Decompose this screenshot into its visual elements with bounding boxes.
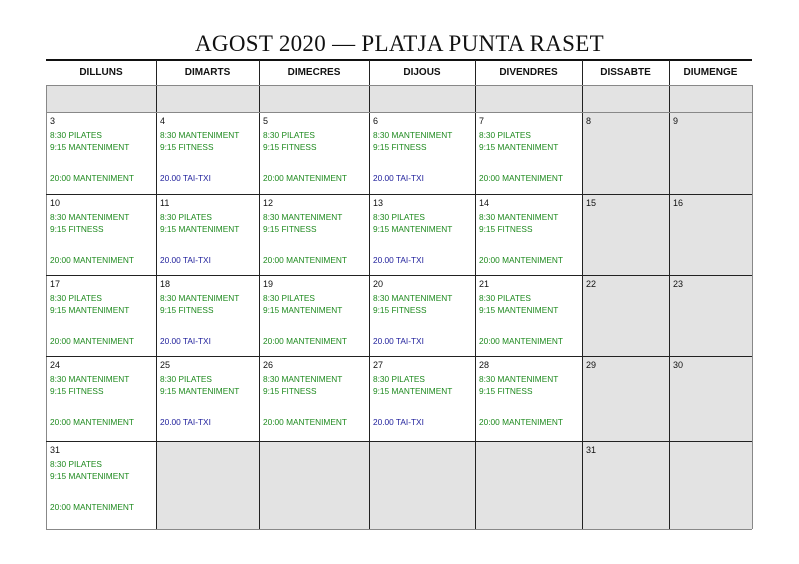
- day-number: 18: [160, 279, 171, 289]
- day-number: 31: [50, 445, 61, 455]
- class-event[interactable]: 9:15 FITNESS: [50, 224, 104, 234]
- day-cell[interactable]: [259, 85, 369, 112]
- class-event[interactable]: 8:30 MANTENIMENT: [50, 212, 130, 222]
- class-event[interactable]: 20:00 MANTENIMENT: [50, 417, 134, 427]
- day-cell[interactable]: [475, 85, 582, 112]
- grid-hline: [46, 529, 752, 530]
- class-event[interactable]: 9:15 MANTENIMENT: [50, 305, 130, 315]
- weekday-header-dimecres: DIMECRES: [287, 67, 341, 78]
- class-event[interactable]: 8:30 PILATES: [373, 212, 425, 222]
- class-event[interactable]: 9:15 MANTENIMENT: [263, 305, 343, 315]
- class-event[interactable]: 8:30 PILATES: [50, 130, 102, 140]
- weekday-header-divendres: DIVENDRES: [499, 67, 558, 78]
- class-event[interactable]: 20:00 MANTENIMENT: [50, 255, 134, 265]
- day-number: 21: [479, 279, 490, 289]
- day-number: 20: [373, 279, 384, 289]
- grid-vline: [582, 60, 583, 529]
- class-event[interactable]: 9:15 FITNESS: [263, 386, 317, 396]
- day-number: 15: [586, 198, 597, 208]
- class-event[interactable]: 20:00 MANTENIMENT: [479, 336, 563, 346]
- class-event[interactable]: 9:15 FITNESS: [479, 224, 533, 234]
- class-event[interactable]: 20.00 TAI-TXI: [373, 417, 424, 427]
- day-number: 27: [373, 360, 384, 370]
- grid-hline: [46, 275, 752, 276]
- class-event[interactable]: 20.00 TAI-TXI: [160, 336, 211, 346]
- class-event[interactable]: 8:30 MANTENIMENT: [263, 374, 343, 384]
- class-event[interactable]: 8:30 PILATES: [479, 293, 531, 303]
- day-number: 14: [479, 198, 490, 208]
- class-event[interactable]: 9:15 MANTENIMENT: [373, 224, 453, 234]
- class-event[interactable]: 20.00 TAI-TXI: [160, 255, 211, 265]
- day-number: 28: [479, 360, 490, 370]
- day-number: 23: [673, 279, 684, 289]
- day-number: 29: [586, 360, 597, 370]
- day-number: 24: [50, 360, 61, 370]
- day-number: 12: [263, 198, 274, 208]
- day-number: 16: [673, 198, 684, 208]
- class-event[interactable]: 20:00 MANTENIMENT: [263, 173, 347, 183]
- day-cell[interactable]: [156, 441, 259, 529]
- weekday-header-dilluns: DILLUNS: [79, 67, 123, 78]
- day-cell[interactable]: [46, 85, 156, 112]
- grid-vline: [752, 85, 753, 529]
- day-number: 17: [50, 279, 61, 289]
- day-cell[interactable]: [46, 356, 156, 441]
- class-event[interactable]: 8:30 PILATES: [50, 459, 102, 469]
- class-event[interactable]: 8:30 MANTENIMENT: [160, 130, 240, 140]
- day-number: 7: [479, 116, 485, 126]
- class-event[interactable]: 9:15 MANTENIMENT: [50, 142, 130, 152]
- class-event[interactable]: 20.00 TAI-TXI: [373, 255, 424, 265]
- class-event[interactable]: 20:00 MANTENIMENT: [263, 417, 347, 427]
- class-event[interactable]: 20:00 MANTENIMENT: [263, 255, 347, 265]
- day-number: 30: [673, 360, 684, 370]
- grid-vline: [669, 60, 670, 529]
- class-event[interactable]: 9:15 FITNESS: [160, 305, 214, 315]
- day-cell[interactable]: [156, 356, 259, 441]
- class-event[interactable]: 9:15 FITNESS: [373, 142, 427, 152]
- day-number: 5: [263, 116, 269, 126]
- day-number: 25: [160, 360, 171, 370]
- class-event[interactable]: 9:15 FITNESS: [50, 386, 104, 396]
- class-event[interactable]: 9:15 MANTENIMENT: [50, 471, 130, 481]
- class-event[interactable]: 9:15 FITNESS: [263, 142, 317, 152]
- day-cell[interactable]: [582, 112, 669, 194]
- class-event[interactable]: 8:30 PILATES: [160, 212, 212, 222]
- day-cell[interactable]: [669, 85, 752, 112]
- class-event[interactable]: 20:00 MANTENIMENT: [479, 255, 563, 265]
- day-number: 26: [263, 360, 274, 370]
- class-event[interactable]: 8:30 MANTENIMENT: [263, 212, 343, 222]
- day-number: 3: [50, 116, 56, 126]
- class-event[interactable]: 20:00 MANTENIMENT: [50, 173, 134, 183]
- class-event[interactable]: 20.00 TAI-TXI: [373, 336, 424, 346]
- day-cell[interactable]: [669, 112, 752, 194]
- grid-vline: [475, 60, 476, 529]
- grid-hline: [46, 356, 752, 357]
- class-event[interactable]: 20:00 MANTENIMENT: [50, 336, 134, 346]
- class-event[interactable]: 20:00 MANTENIMENT: [50, 502, 134, 512]
- class-event[interactable]: 8:30 MANTENIMENT: [160, 293, 240, 303]
- class-event[interactable]: 9:15 MANTENIMENT: [160, 224, 240, 234]
- day-number: 22: [586, 279, 597, 289]
- class-event[interactable]: 8:30 MANTENIMENT: [50, 374, 130, 384]
- grid-hline: [46, 441, 752, 442]
- day-number: 13: [373, 198, 384, 208]
- day-number: 10: [50, 198, 61, 208]
- class-event[interactable]: 20.00 TAI-TXI: [373, 173, 424, 183]
- day-cell[interactable]: [475, 356, 582, 441]
- class-event[interactable]: 20:00 MANTENIMENT: [263, 336, 347, 346]
- class-event[interactable]: 9:15 MANTENIMENT: [373, 386, 453, 396]
- day-number: 31: [586, 445, 597, 455]
- class-event[interactable]: 9:15 FITNESS: [160, 142, 214, 152]
- day-cell[interactable]: [259, 441, 369, 529]
- weekday-header-dimarts: DIMARTS: [184, 67, 231, 78]
- day-cell[interactable]: [669, 441, 752, 529]
- class-event[interactable]: 8:30 PILATES: [50, 293, 102, 303]
- class-event[interactable]: 9:15 MANTENIMENT: [160, 386, 240, 396]
- grid-vline: [259, 60, 260, 529]
- class-event[interactable]: 8:30 PILATES: [373, 374, 425, 384]
- class-event[interactable]: 9:15 FITNESS: [263, 224, 317, 234]
- grid-hline: [46, 194, 752, 195]
- class-event[interactable]: 20.00 TAI-TXI: [160, 173, 211, 183]
- class-event[interactable]: 20.00 TAI-TXI: [160, 417, 211, 427]
- class-event[interactable]: 20:00 MANTENIMENT: [479, 173, 563, 183]
- day-number: 11: [160, 198, 170, 208]
- class-event[interactable]: 20:00 MANTENIMENT: [479, 417, 563, 427]
- class-event[interactable]: 8:30 MANTENIMENT: [373, 293, 453, 303]
- class-event[interactable]: 9:15 FITNESS: [373, 305, 427, 315]
- weekday-header-diumenge: DIUMENGE: [683, 67, 738, 78]
- day-cell[interactable]: [156, 85, 259, 112]
- title-underline: [46, 59, 752, 61]
- day-cell[interactable]: [582, 85, 669, 112]
- day-cell[interactable]: [369, 85, 475, 112]
- day-number: 8: [586, 116, 592, 126]
- class-event[interactable]: 8:30 PILATES: [160, 374, 212, 384]
- grid-vline: [46, 85, 47, 529]
- grid-vline: [369, 60, 370, 529]
- class-event[interactable]: 8:30 PILATES: [263, 293, 315, 303]
- class-event[interactable]: 8:30 MANTENIMENT: [479, 374, 559, 384]
- grid-hline: [46, 112, 752, 113]
- day-cell[interactable]: [369, 441, 475, 529]
- weekday-header-dijous: DIJOUS: [403, 67, 441, 78]
- class-event[interactable]: 9:15 MANTENIMENT: [479, 305, 559, 315]
- day-number: 19: [263, 279, 274, 289]
- class-event[interactable]: 8:30 PILATES: [479, 130, 531, 140]
- day-number: 6: [373, 116, 379, 126]
- class-event[interactable]: 8:30 PILATES: [263, 130, 315, 140]
- calendar-title: AGOST 2020 — PLATJA PUNTA RASET: [195, 31, 604, 56]
- class-event[interactable]: 9:15 FITNESS: [479, 386, 533, 396]
- day-cell[interactable]: [475, 441, 582, 529]
- grid-hline: [46, 85, 752, 86]
- weekday-header-dissabte: DISSABTE: [600, 67, 651, 78]
- day-cell[interactable]: [46, 441, 156, 529]
- day-cell[interactable]: [369, 356, 475, 441]
- grid-vline: [156, 60, 157, 529]
- day-cell[interactable]: [259, 356, 369, 441]
- class-event[interactable]: 9:15 MANTENIMENT: [479, 142, 559, 152]
- class-event[interactable]: 8:30 MANTENIMENT: [373, 130, 453, 140]
- day-number: 4: [160, 116, 166, 126]
- class-event[interactable]: 8:30 MANTENIMENT: [479, 212, 559, 222]
- day-number: 9: [673, 116, 679, 126]
